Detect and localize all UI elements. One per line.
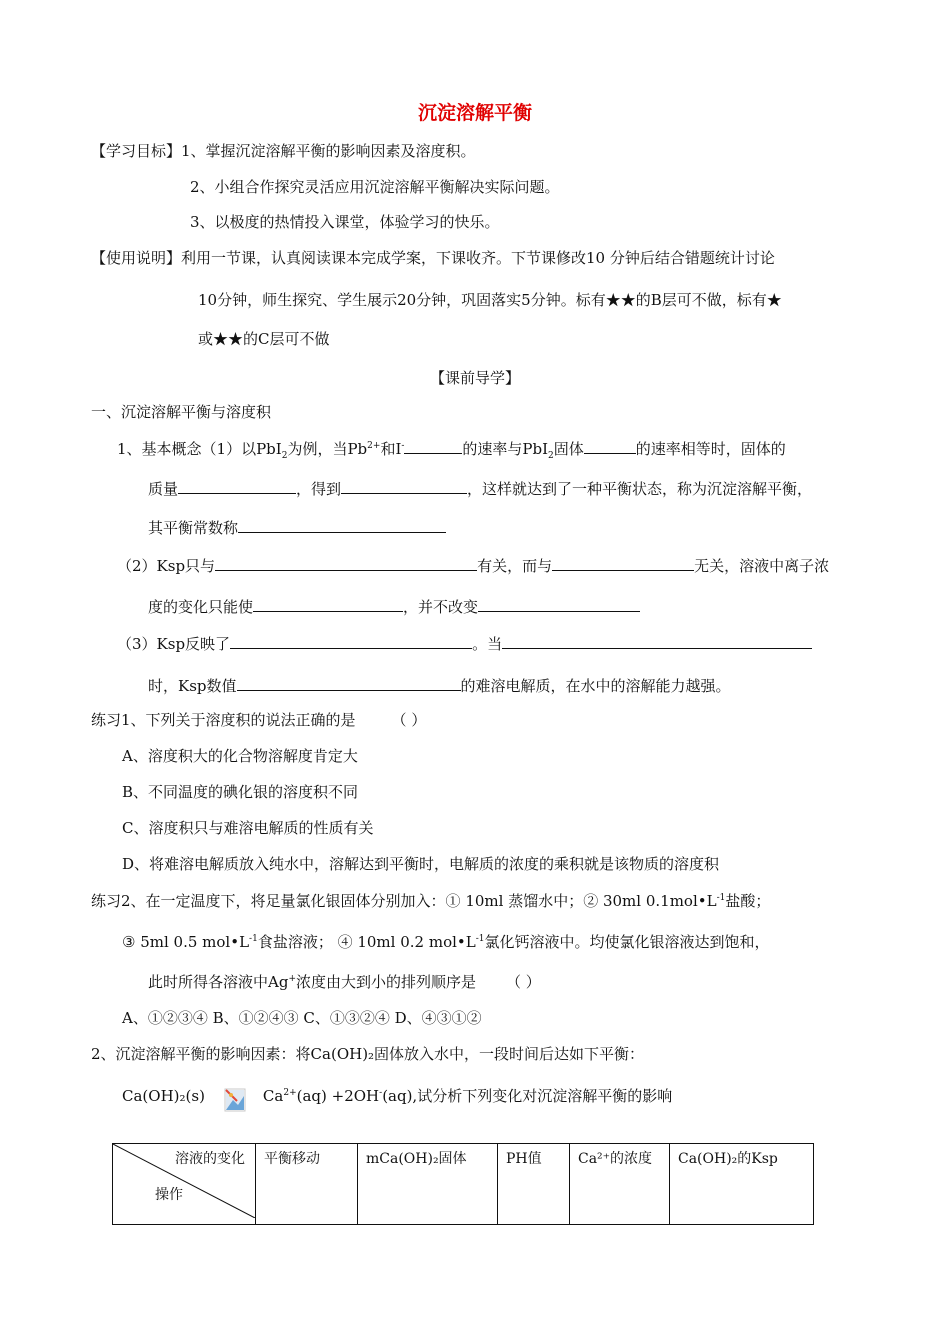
usage-line-3: 或★★的C层可不做 — [198, 330, 330, 348]
ex1-option-b[interactable]: B、不同温度的碘化银的溶度积不同 — [122, 783, 359, 801]
q1-l2-b: ，得到 — [296, 480, 342, 498]
q1-text-d: 的速率与PbI — [462, 440, 549, 458]
blank-q2-4[interactable] — [478, 597, 640, 612]
sup-minus: - — [379, 1088, 383, 1098]
header-cell: Ca(OH)₂的Ksp — [670, 1144, 814, 1225]
header-cell: Ca²⁺的浓度 — [570, 1144, 670, 1225]
q2-l2-a: 度的变化只能使 — [148, 598, 254, 616]
blank-q2-3[interactable] — [253, 597, 403, 612]
blank-q2-1[interactable] — [215, 556, 477, 571]
ex2-l1-a: 练习2、在一定温度下，将足量氯化银固体分别加入：① 10ml 蒸馏水中；② 30ml 0.1mol•L — [91, 892, 717, 910]
sup-minus-one: -1 — [475, 934, 485, 944]
blank-q3-3[interactable] — [237, 676, 461, 691]
equilibrium-equation — [122, 1078, 672, 1114]
sub-2: 2 — [548, 451, 554, 461]
blank-q1-3[interactable] — [178, 479, 296, 494]
ex1-stem-text: 练习1、下列关于溶度积的说法正确的是 — [91, 711, 356, 729]
ex2-l1-b: 盐酸； — [725, 892, 771, 910]
q2-line-2 — [148, 597, 640, 617]
q1-text-c: 和I — [380, 440, 402, 458]
usage-text-1: 利用一节课，认真阅读课本完成学案，下课收齐。下节课修改10 分钟后结合错题统计讨论 — [181, 249, 775, 267]
sub-2: 2 — [281, 451, 288, 461]
sup-2plus: 2+ — [367, 441, 381, 451]
effects-table — [112, 1143, 814, 1225]
header-cell: mCa(OH)₂固体 — [358, 1144, 498, 1225]
section2-heading: 2、沉淀溶解平衡的影响因素：将Ca(OH)₂固体放入水中，一段时间后达如下平衡： — [91, 1045, 645, 1063]
usage-label: 【使用说明】 — [91, 249, 182, 267]
ex2-line-3 — [148, 972, 541, 992]
goal-1: 1、掌握沉淀溶解平衡的影响因素及溶度积。 — [181, 142, 476, 160]
page-title: 沉淀溶解平衡 — [417, 102, 532, 124]
q3-line-2 — [148, 676, 731, 696]
sup-minus-one: -1 — [716, 893, 726, 903]
ex1-option-c[interactable]: C、溶度积只与难溶电解质的性质有关 — [122, 819, 374, 837]
blank-q1-1[interactable] — [404, 439, 462, 454]
q1-line-3 — [148, 518, 446, 538]
q3-l2-a: 时，Ksp数值 — [148, 677, 237, 695]
header-cell: PH值 — [498, 1144, 570, 1225]
q2-l2-b: ，并不改变 — [403, 598, 479, 616]
blank-q1-2[interactable] — [584, 439, 636, 454]
ex2-l2-b: 食盐溶液； ④ 10ml 0.2 mol•L — [257, 933, 476, 951]
learning-goals-1 — [91, 141, 476, 161]
blank-q1-4[interactable] — [341, 479, 467, 494]
sup-minus: - — [401, 441, 405, 451]
diag-bottom-label: 操作 — [155, 1187, 183, 1203]
ex1-answer-paren[interactable]: （ ） — [391, 711, 427, 729]
q1-text-b: 为例，当Pb — [287, 440, 368, 458]
q1-line-2 — [148, 479, 812, 499]
q3-l2-b: 的难溶电解质，在水中的溶解能力越强。 — [460, 677, 731, 695]
sup-minus-one: -1 — [249, 934, 258, 944]
q2-a: （2）Ksp只与 — [117, 557, 216, 575]
q1-text-e: 固体 — [553, 440, 584, 458]
blank-q2-2[interactable] — [552, 556, 694, 571]
ex2-l2-c: 氯化钙溶液中。均使氯化银溶液达到饱和， — [484, 933, 770, 951]
ex1-option-d[interactable]: D、将难溶电解质放入纯水中，溶解达到平衡时，电解质的浓度的乘积就是该物质的溶度积 — [122, 855, 720, 873]
usage-line-1 — [91, 248, 775, 268]
ex2-answer-paren[interactable]: （ ） — [506, 973, 541, 991]
sup-plus: + — [288, 974, 296, 984]
q1-text-f: 的速率相等时，固体的 — [635, 440, 786, 458]
q2-line-1 — [117, 556, 829, 576]
ex1-option-a[interactable]: A、溶度积大的化合物溶解度肯定大 — [122, 747, 358, 765]
q3-a: （3）Ksp反映了 — [117, 635, 231, 653]
q2-c: 无关，溶液中离子浓 — [694, 557, 830, 575]
q1-text-a: 1、基本概念（1）以PbI — [117, 440, 282, 458]
table-header-row — [113, 1144, 814, 1225]
q1-l2-c: ，这样就达到了一种平衡状态，称为沉淀溶解平衡， — [467, 480, 813, 498]
blank-q1-5[interactable] — [238, 518, 446, 533]
preclass-heading: 【课前导学】 — [429, 369, 520, 387]
eq-right-b: (aq) +2OH — [296, 1087, 380, 1105]
q1-l2-a: 质量 — [148, 480, 179, 498]
goal-3: 3、以极度的热情投入课堂，体验学习的快乐。 — [190, 213, 500, 231]
ex2-l3-b: 浓度由大到小的排列顺序是 — [295, 973, 476, 991]
ex2-l3-a: 此时所得各溶液中Ag — [148, 973, 289, 991]
eq-right-a: Ca — [262, 1087, 284, 1105]
diagonal-header-cell — [113, 1144, 256, 1225]
exercise1-stem — [91, 710, 426, 730]
ex2-line-2 — [122, 932, 770, 952]
section1-heading: 一、沉淀溶解平衡与溶度积 — [91, 403, 272, 421]
header-cell: 平衡移动 — [256, 1144, 358, 1225]
q2-b: 有关，而与 — [477, 557, 553, 575]
q3-line-1 — [117, 634, 812, 654]
ex2-l2-a: ③ 5ml 0.5 mol•L — [122, 933, 250, 951]
blank-q3-1[interactable] — [230, 634, 472, 649]
equilibrium-arrow-image-icon — [211, 1083, 257, 1111]
q3-b: 。当 — [472, 635, 503, 653]
goal-2: 2、小组合作探究灵活应用沉淀溶解平衡解决实际问题。 — [190, 178, 560, 196]
ex2-options[interactable]: A、①②③④ B、①②④③ C、①③②④ D、④③①② — [122, 1009, 482, 1027]
ex2-line-1 — [91, 891, 770, 911]
q1-line-1 — [117, 439, 786, 459]
diag-top-label: 溶液的变化 — [175, 1151, 245, 1167]
eq-left: Ca(OH)₂(s) — [122, 1087, 205, 1105]
usage-line-2: 10分钟，师生探究、学生展示20分钟，巩固落实5分钟。标有★★的B层可不做，标有★ — [198, 291, 782, 309]
q1-l3: 其平衡常数称 — [148, 519, 239, 537]
learning-goals-label: 【学习目标】 — [91, 142, 182, 160]
blank-q3-2[interactable] — [502, 634, 812, 649]
eq-right-c: (aq),试分析下列变化对沉淀溶解平衡的影响 — [382, 1087, 673, 1105]
sup-2plus: 2+ — [283, 1088, 297, 1098]
